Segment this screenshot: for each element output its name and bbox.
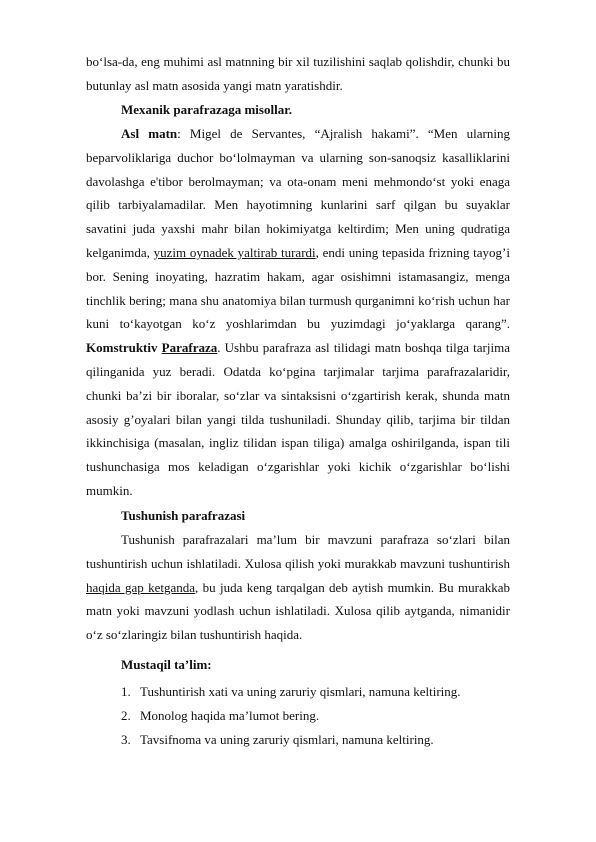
list-text: Monolog haqida ma’lumot bering.: [140, 707, 320, 723]
list-text: Tavsifnoma va uning zaruriy qismlari, namuna keltiring.: [140, 731, 434, 747]
source-label: Asl matn: [121, 126, 178, 141]
comprehension-paragraph: [86, 528, 510, 647]
intro-paragraph: [86, 50, 510, 98]
list-number: 2.: [121, 707, 131, 723]
heading-comprehension: Tushunish parafrazasi: [121, 508, 246, 523]
list-item: [121, 728, 461, 752]
independent-study-heading: Mustaqil ta’lim:: [121, 657, 212, 672]
intro-text: bo‘lsa-da, eng muhimi asl matnning bir xil tuzilishini saqlab qolishdir, chunki bu butunlay asl matn asosida yangi matn yaratishdir.: [86, 54, 510, 93]
task-list: [121, 680, 461, 751]
constructive-link[interactable]: Parafraza: [161, 340, 218, 356]
list-number: 1.: [121, 684, 131, 699]
comprehension-text-1: Tushunish parafrazalari ma’lum bir mavzuni parafraza so‘zlari bilan tushuntirish uchun ishlatiladi. Xulosa qilish yoki murakkab mavzuni tushuntirish: [86, 532, 510, 571]
constructive-label: Komstruktiv: [86, 340, 158, 356]
source-paragraph: [86, 122, 510, 503]
comprehension-text-2: , bu juda keng tarqalgan deb aytish mumkin. Bu murakkab matn yoki mavzuni yodlash uchun ishlatiladi. Xulosa qilib aytganda, nimanidir o‘z so‘zlaringiz bilan tushuntirish haqida.: [86, 579, 511, 643]
source-text-2: , endi uning tepasida frizning tayog’i bor. Sening inoyating, hazratim hakam, agar osishimni istamasangiz, menga tinchlik bering; mana shu anatomiya bilan turmush qurganimni ko‘rish uchun har kuni to‘kayotgan ko‘z yoshlarimdan bu yuzimdagi jo‘yaklarga qarang”.: [86, 244, 511, 332]
heading-mechanical: Mexanik parafrazaga misollar.: [121, 102, 293, 117]
list-item: [121, 704, 461, 728]
constructive-text: . Ushbu parafraza asl tilidagi matn boshqa tilga tarjima qilinganida yuz beradi. Odatda ko‘pgina tarjimalar tarjima parafrazalaridir, chunki ba’zi bir iboralar, so‘zlar va sintaksisni o‘zgartirish kerak, shunda matn asosiy g’oyalari bilan yangi tilda tushuniladi. Shunday qilib, tarjima bir tildan ikkinchisiga (masalan, ingliz tilidan ispan tiliga) amalga oshirilganda, ispan tili tushunchasiga mos keladigan o‘zgarishlar yoki kichik o‘zgarishlar bo‘lishi mumkin.: [86, 340, 510, 498]
list-text: Tushuntirish xati va uning zaruriy qismlari, namuna keltiring.: [140, 684, 461, 699]
list-item: [121, 680, 461, 704]
comprehension-link[interactable]: haqida gap ketganda: [86, 579, 196, 595]
list-number: 3.: [121, 731, 131, 747]
source-text-1: : Migel de Servantes, “Ajralish hakami”. “Men ularning beparvoliklariga duchor bo‘lolmayman va ularning son-sanoqsiz kasalliklarini davolashga e'tibor berolmayman; va ota-onam meni mehmondo‘st yoki enaga qilib tarbiyalamadilar. Men hayotimning kunlarini sarf qilgan bu suyaklar savatini juda yaxshi mahr bilan hokimiyatga keltirdim; Men uning qudratiga kelganimda,: [86, 126, 510, 260]
source-link[interactable]: yuzim oynadek yaltirab turardi: [153, 244, 316, 260]
